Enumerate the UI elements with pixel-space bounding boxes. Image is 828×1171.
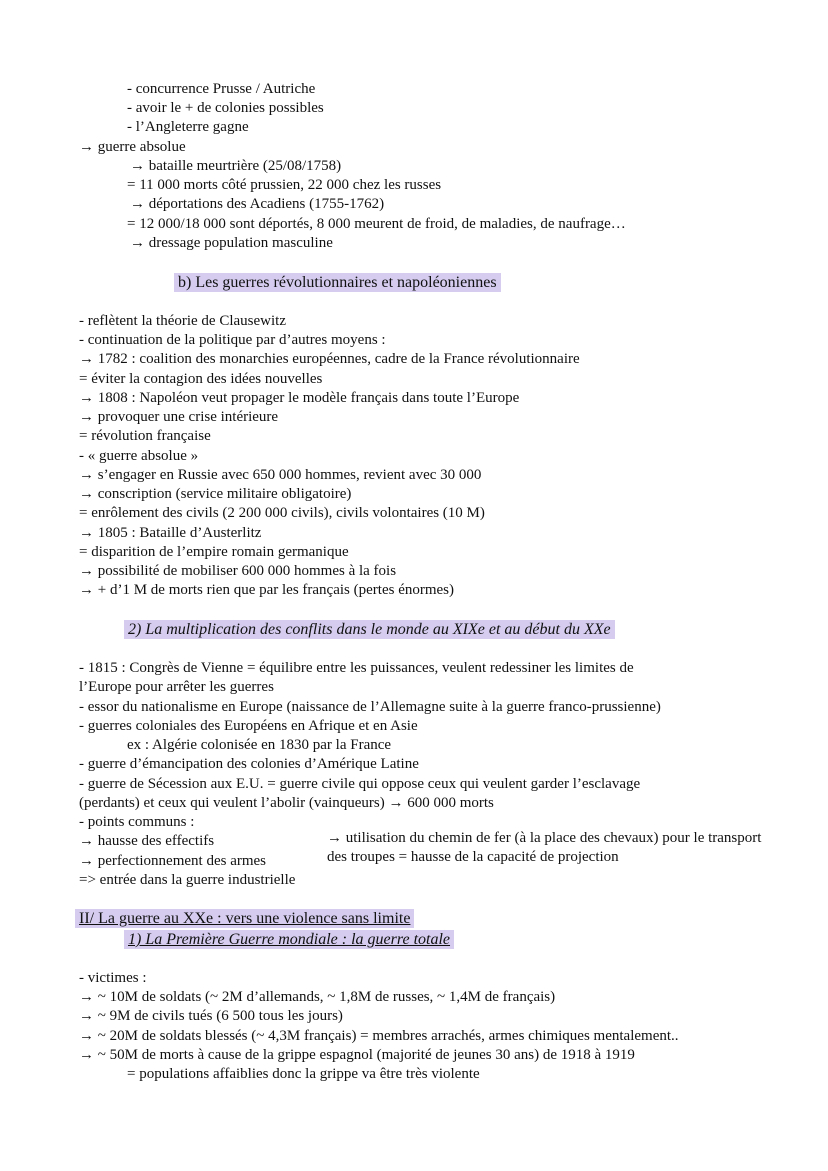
text-line: = disparition de l’empire romain germanique — [79, 544, 349, 560]
text-line: - guerre d’émancipation des colonies d’Amérique Latine — [79, 756, 419, 772]
text-line: → déportations des Acadiens (1755-1762) — [130, 196, 385, 212]
text-line: → dressage population masculine — [130, 235, 333, 251]
text-line: → 1782 : coalition des monarchies européennes, cadre de la France révolutionnaire — [79, 351, 580, 367]
right-column-text: → utilisation du chemin de fer (à la place des chevaux) pour le transport des troupes = hausse de la capacité de projection — [327, 830, 762, 866]
text-line: l’Europe pour arrêter les guerres — [79, 679, 274, 695]
text-line: → bataille meurtrière (25/08/1758) — [130, 158, 342, 174]
text-line: - victimes : — [79, 970, 147, 986]
text-line: → hausse des effectifs — [79, 833, 215, 849]
text-line: = 12 000/18 000 sont déportés, 8 000 meurent de froid, de maladies, de naufrage… — [127, 216, 626, 232]
text-line: = populations affaiblies donc la grippe va être très violente — [127, 1066, 480, 1082]
text-line: → conscription (service militaire obligatoire) — [79, 486, 352, 502]
text-line: → 1808 : Napoléon veut propager le modèle français dans toute l’Europe — [79, 390, 520, 406]
text-line: - reflètent la théorie de Clausewitz — [79, 313, 286, 329]
section-heading — [174, 273, 501, 292]
text-line: = révolution française — [79, 428, 211, 444]
text-line: → ~ 9M de civils tués (6 500 tous les jours) — [79, 1008, 343, 1024]
text-line: - l’Angleterre gagne — [127, 119, 249, 135]
text-line: → + d’1 M de morts rien que par les français (pertes énormes) — [79, 582, 454, 598]
text-line: - essor du nationalisme en Europe (naissance de l’Allemagne suite à la guerre franco-prussienne) — [79, 699, 661, 715]
heading-text: 1) La Première Guerre mondiale : la guerre totale — [124, 930, 454, 949]
text-line: → 1805 : Bataille d’Austerlitz — [79, 525, 262, 541]
part-heading — [75, 909, 414, 928]
text-line: = enrôlement des civils (2 200 000 civils), civils volontaires (10 M) — [79, 505, 485, 521]
text-line: → possibilité de mobiliser 600 000 hommes à la fois — [79, 563, 397, 579]
text-line: - points communs : — [79, 814, 195, 830]
text-line: - guerres coloniales des Européens en Afrique et en Asie — [79, 718, 418, 734]
text-line: - guerre de Sécession aux E.U. = guerre civile qui oppose ceux qui veulent garder l’esclavage — [79, 776, 641, 792]
text-line: → perfectionnement des armes — [79, 853, 267, 869]
text-line: = éviter la contagion des idées nouvelles — [79, 371, 323, 387]
text-line: - « guerre absolue » — [79, 448, 199, 464]
text-line: → s’engager en Russie avec 650 000 hommes, revient avec 30 000 — [79, 467, 482, 483]
text-line: (perdants) et ceux qui veulent l’abolir (vainqueurs) → 600 000 morts — [79, 795, 494, 811]
text-line: - 1815 : Congrès de Vienne = équilibre entre les puissances, veulent redessiner les limites de — [79, 660, 634, 676]
text-line: → ~ 10M de soldats (~ 2M d’allemands, ~ 1,8M de russes, ~ 1,4M de français) — [79, 989, 556, 1005]
text-line: → ~ 20M de soldats blessés (~ 4,3M français) = membres arrachés, armes chimiques mentalement.. — [79, 1028, 679, 1044]
section-heading — [124, 620, 615, 639]
text-line: → guerre absolue — [79, 139, 186, 155]
text-line: ex : Algérie colonisée en 1830 par la France — [127, 737, 392, 753]
text-line: → ~ 50M de morts à cause de la grippe espagnol (majorité de jeunes 30 ans) de 1918 à 1919 — [79, 1047, 635, 1063]
text-line: - concurrence Prusse / Autriche — [127, 81, 316, 97]
heading-text: 2) La multiplication des conflits dans le monde au XIXe et au début du XXe — [124, 620, 615, 639]
heading-text: b) Les guerres révolutionnaires et napoléoniennes — [174, 273, 501, 292]
text-line: - continuation de la politique par d’autres moyens : — [79, 332, 386, 348]
text-line: - avoir le + de colonies possibles — [127, 100, 324, 116]
section-heading — [124, 930, 454, 949]
text-line: => entrée dans la guerre industrielle — [79, 872, 296, 888]
text-line: = 11 000 morts côté prussien, 22 000 chez les russes — [127, 177, 442, 193]
heading-text: II/ La guerre au XXe : vers une violence sans limite — [75, 909, 414, 928]
text-line: → provoquer une crise intérieure — [79, 409, 279, 425]
